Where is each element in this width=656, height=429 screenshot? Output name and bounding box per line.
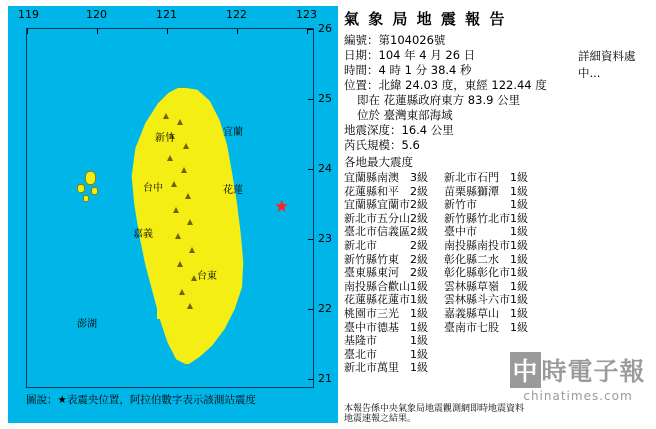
intensity-section-heading: 各地最大震度 [344, 155, 413, 169]
intensity-place-a: 新竹縣竹東 [344, 252, 399, 266]
table-row [344, 280, 540, 294]
intensity-level-b: 1級 [510, 320, 528, 334]
intensity-level-a: 2級 [410, 211, 428, 225]
intensity-level-b [510, 334, 540, 348]
report-time-label: 時間： [344, 63, 379, 77]
intensity-place-b: 新竹市 [444, 198, 477, 212]
table-row [344, 307, 540, 321]
intensity-place-b: 苗栗縣獅潭 [444, 184, 499, 198]
intensity-level-b: 1級 [510, 171, 528, 184]
map-legend-text: 圖說：★表震央位置，阿拉伯數字表示該測站震度 [26, 394, 256, 406]
intensity-place-a: 新北市 [344, 238, 377, 252]
report-title: 氣 象 局 地 震 報 告 [344, 10, 507, 28]
table-row [344, 198, 540, 212]
map-canvas [26, 28, 314, 388]
map-y-tick-5: 21 [318, 372, 332, 385]
table-row [344, 253, 540, 267]
watermark-domain: chinatimes.com [523, 389, 633, 403]
intensity-place-a: 臺北市 [344, 347, 377, 361]
table-row [344, 239, 540, 253]
intensity-level-a: 2級 [410, 198, 428, 212]
detail-note-line2: 中... [578, 66, 601, 80]
map-x-tick-2: 121 [156, 8, 177, 21]
map-label-hsinchu: 新竹 [155, 133, 175, 144]
intensity-level-a: 1級 [410, 320, 428, 334]
intensity-level-b: 1級 [510, 293, 528, 307]
intensity-level-a: 1級 [410, 334, 428, 348]
intensity-place-b: 嘉義縣草山 [444, 306, 499, 320]
report-magnitude-value: 5.6 [401, 138, 420, 152]
map-label-hualien: 花蓮 [223, 185, 243, 196]
map-x-tick-1: 120 [86, 8, 107, 21]
report-location-label: 位置： [344, 78, 379, 92]
intensity-level-a: 2級 [410, 266, 428, 280]
report-location-desc2: 位於 臺灣東部海域 [357, 108, 453, 122]
intensity-place-b [444, 334, 510, 348]
report-depth-value: 16.4 公里 [401, 123, 454, 137]
intensity-level-b: 1級 [510, 238, 528, 252]
map-x-tick-4: 123 [296, 8, 317, 21]
intensity-place-a: 新北市五分山 [344, 211, 410, 225]
report-date-label: 日期： [344, 48, 379, 62]
islet-penghu-2 [77, 184, 85, 193]
intensity-level-b: 1級 [510, 211, 528, 225]
intensity-place-a: 臺中市德基 [344, 320, 399, 334]
table-row [344, 212, 540, 226]
epicenter-star-icon: ★ [274, 197, 290, 217]
intensity-place-b: 臺中市 [444, 225, 477, 239]
table-row [344, 171, 540, 185]
table-row [344, 266, 540, 280]
report-location-line [344, 78, 594, 93]
intensity-place-a: 花蓮縣花蓮市 [344, 293, 410, 307]
watermark-main [505, 352, 651, 388]
intensity-place-a: 花蓮縣和平 [344, 184, 399, 198]
intensity-place-a: 南投縣合歡山 [344, 279, 410, 293]
watermark [505, 352, 651, 403]
intensity-place-a: 臺北市信義區 [344, 225, 410, 239]
intensity-level-b: 1級 [510, 252, 528, 266]
report-time-line [344, 63, 594, 78]
intensity-level-b: 1級 [510, 279, 528, 293]
intensity-level-a: 2級 [410, 184, 428, 198]
map-label-chiayi: 嘉義 [133, 229, 153, 240]
report-date-line [344, 48, 594, 63]
map-label-taichung: 台中 [143, 183, 163, 194]
intensity-level-b: 1級 [510, 306, 528, 320]
map-y-tick-1: 25 [318, 92, 332, 105]
intensity-place-b: 雲林縣斗六市 [444, 293, 510, 307]
intensity-level-a: 2級 [410, 238, 428, 252]
report-panel [344, 8, 594, 375]
intensity-place-b: 雲林縣草嶺 [444, 279, 499, 293]
map-x-tick-0: 119 [18, 8, 39, 21]
report-magnitude-line [344, 138, 594, 153]
intensity-place-b: 新竹縣竹北市 [444, 211, 510, 225]
intensity-level-a: 1級 [410, 347, 428, 361]
intensity-level-b: 1級 [510, 198, 528, 212]
table-row [344, 225, 540, 239]
intensity-place-b: 南投縣南投市 [444, 238, 510, 252]
intensity-place-b [444, 348, 510, 362]
map-label-penghu: 澎湖 [77, 319, 97, 330]
report-depth-line [344, 123, 594, 138]
report-location-value: 北緯 24.03 度，東經 122.44 度 [378, 78, 547, 92]
report-footnote-line2: 地震速報之結果。 [344, 414, 417, 424]
table-row [344, 321, 540, 335]
map-legend [26, 392, 316, 407]
intensity-level-a: 2級 [410, 225, 428, 239]
report-location-desc1: 即在 花蓮縣政府東方 83.9 公里 [357, 93, 521, 107]
watermark-logo-box: 中 [510, 352, 540, 388]
intensity-level-a: 2級 [410, 252, 428, 266]
intensity-place-a: 臺東縣東河 [344, 266, 399, 280]
map-label-yilan: 宜蘭 [223, 127, 243, 138]
watermark-main-text: 時電子報 [541, 357, 646, 386]
intensity-level-b: 1級 [510, 184, 528, 198]
intensity-level-b: 1級 [510, 225, 528, 239]
map-y-tick-3: 23 [318, 232, 332, 245]
report-number-label: 編號： [344, 33, 379, 47]
intensity-table [344, 171, 540, 375]
intensity-level-a: 1級 [410, 306, 428, 320]
map-y-tick-2: 24 [318, 162, 332, 175]
intensity-place-a: 桃園市三光 [344, 306, 399, 320]
intensity-place-a: 新北市萬里 [344, 361, 399, 375]
table-row [344, 293, 540, 307]
islet-penghu-3 [91, 187, 98, 195]
islet-penghu-1 [85, 171, 96, 185]
intensity-level-a: 1級 [410, 279, 428, 293]
map-panel [8, 6, 338, 423]
table-row [344, 334, 540, 348]
intensity-place-a: 基隆市 [344, 334, 377, 348]
map-label-taitung: 台東 [197, 271, 217, 282]
report-magnitude-label: 芮氏規模： [344, 138, 402, 152]
intensity-level-a: 1級 [410, 361, 428, 375]
table-row [344, 185, 540, 199]
intensity-level-a: 3級 [410, 171, 428, 184]
report-footnote-line1: 本報告係中央氣象局地震觀測網即時地震資料 [344, 404, 525, 414]
detail-note-line1: 詳細資料處 [578, 49, 636, 63]
map-x-tick-3: 122 [226, 8, 247, 21]
report-number-value: 第104026號 [378, 33, 446, 47]
intensity-place-b: 彰化縣二水 [444, 252, 499, 266]
report-time-value: 4 時 1 分 38.4 秒 [378, 63, 472, 77]
intensity-place-b: 彰化縣彰化市 [444, 266, 510, 280]
intensity-place-b: 新北市石門 [444, 171, 499, 184]
islet-penghu-4 [83, 195, 89, 202]
detail-note [578, 48, 652, 82]
report-footnote [344, 404, 584, 424]
report-date-value: 104 年 4 月 26 日 [378, 48, 476, 62]
map-y-tick-4: 22 [318, 302, 332, 315]
intensity-level-b: 1級 [510, 266, 528, 280]
map-y-tick-0: 26 [318, 22, 332, 35]
intensity-level-a: 1級 [410, 293, 428, 307]
report-depth-label: 地震深度： [344, 123, 402, 137]
intensity-place-a: 宜蘭縣南澳 [344, 171, 399, 184]
intensity-place-a: 宜蘭縣宜蘭市 [344, 198, 410, 212]
intensity-place-b [444, 361, 510, 375]
intensity-place-b: 臺南市七股 [444, 320, 499, 334]
report-number-line [344, 33, 594, 48]
